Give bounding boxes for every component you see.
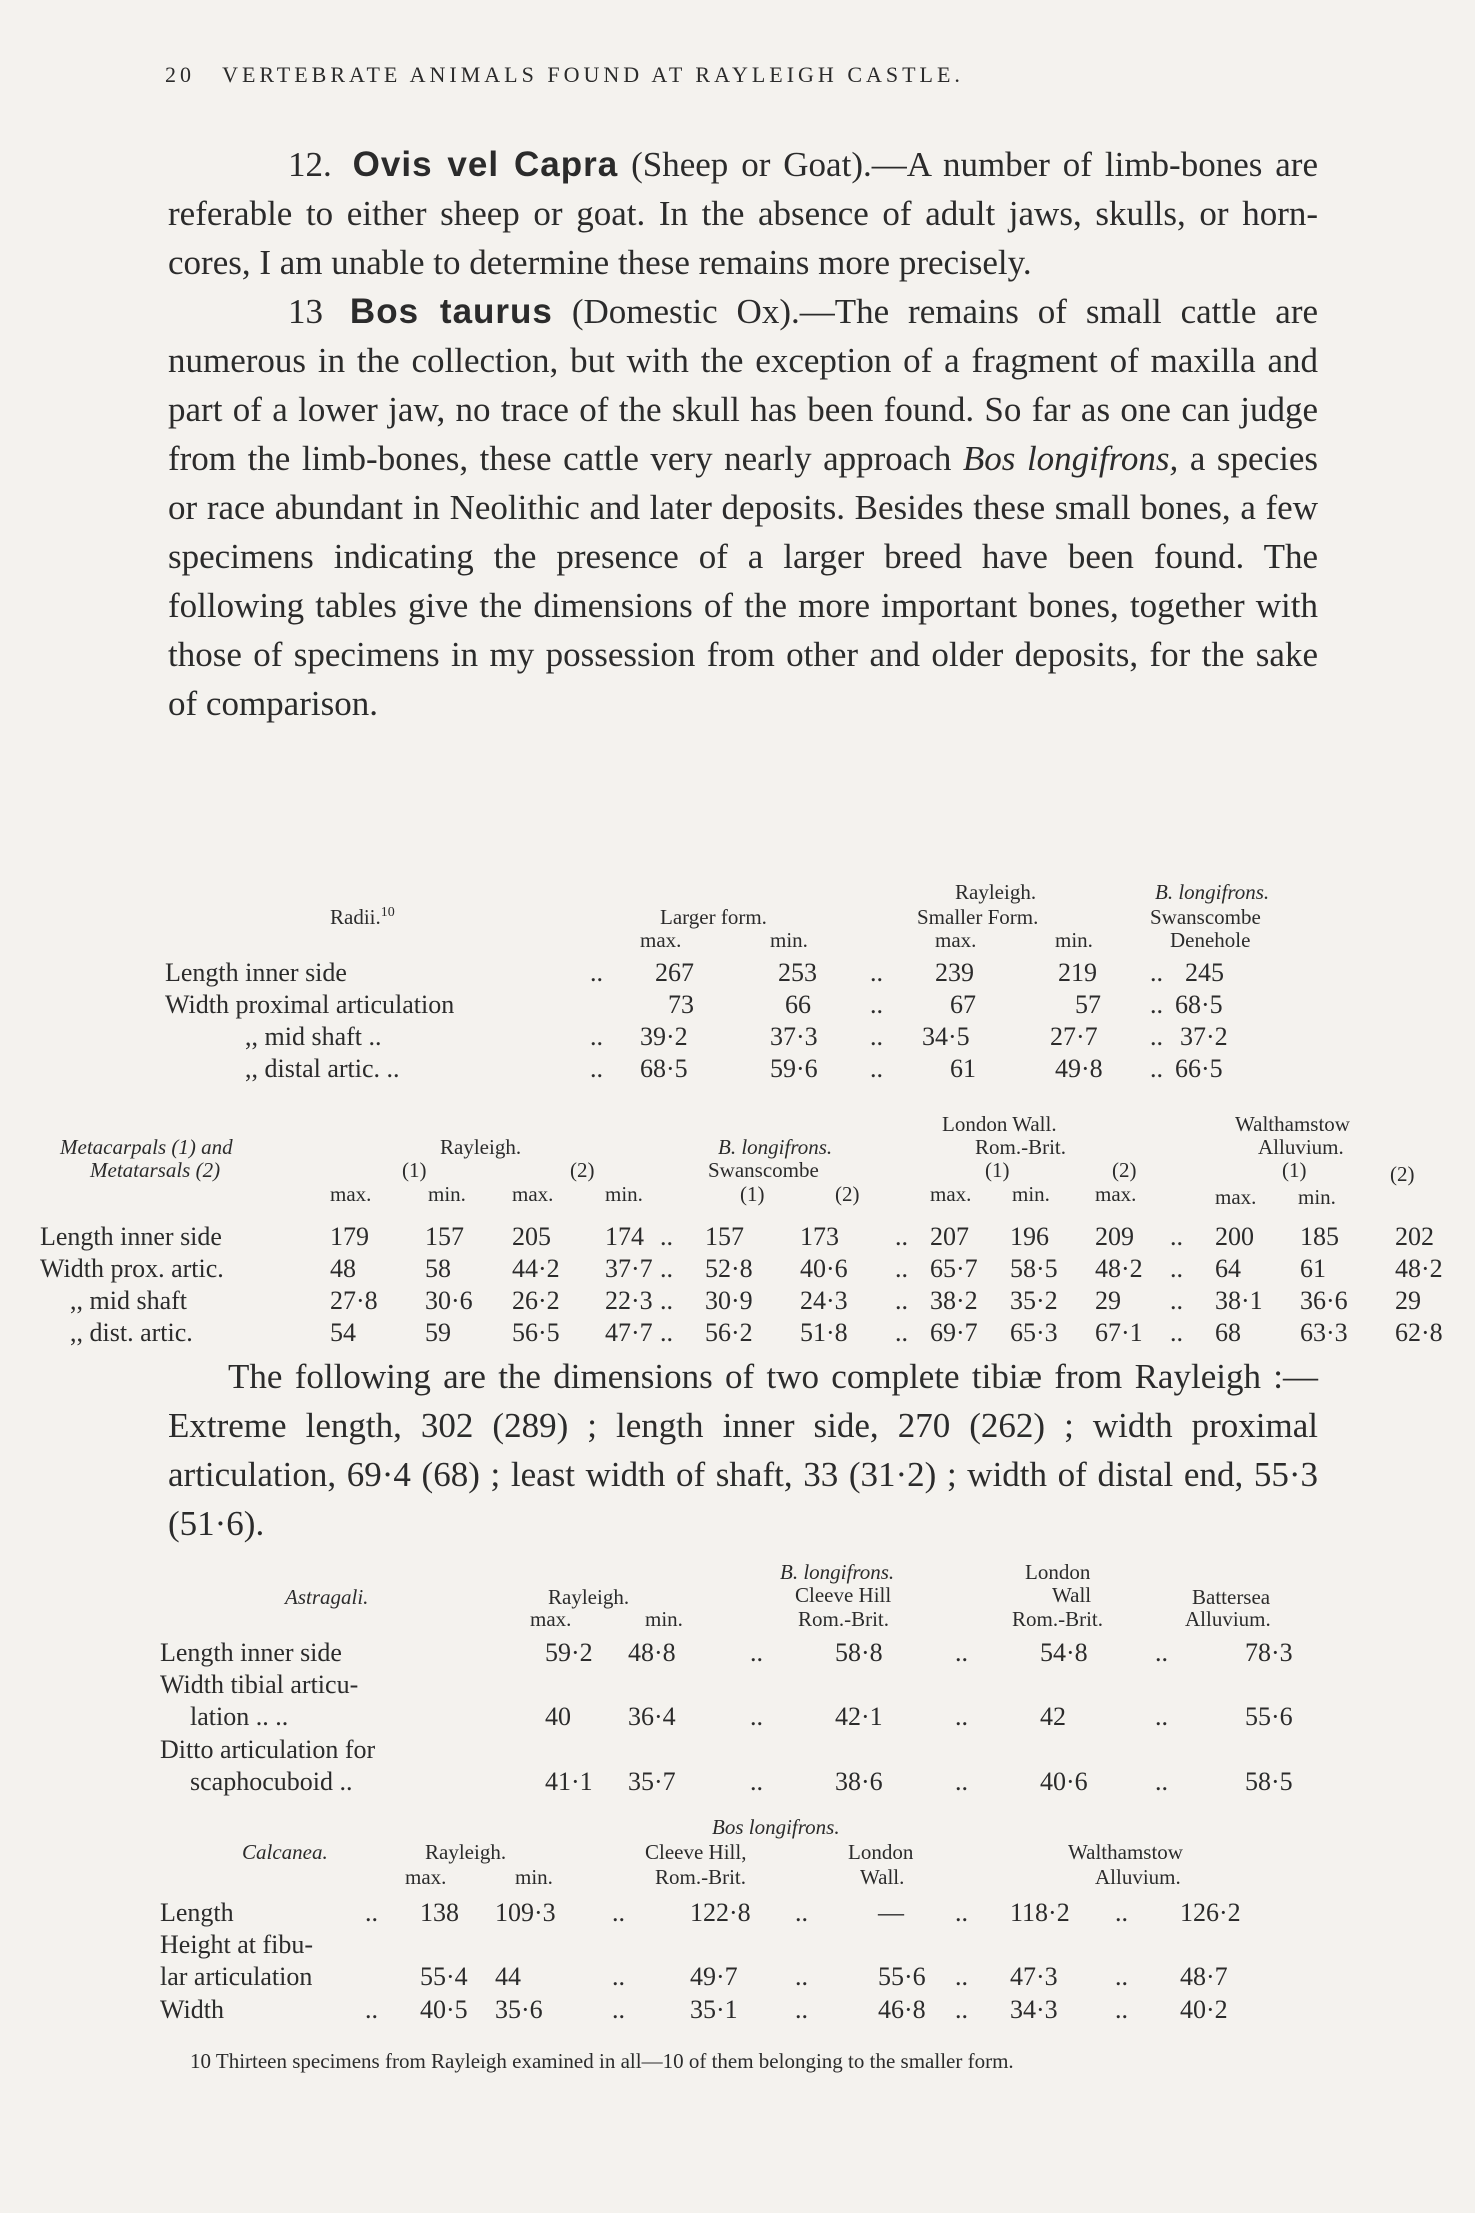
table-cell: 59: [425, 1318, 451, 1347]
table-cell: 49·7: [690, 1962, 738, 1991]
table-cell: 37·7: [605, 1254, 653, 1283]
table-cell: 174: [605, 1222, 644, 1251]
table-cell: 57: [1075, 990, 1101, 1019]
table-cell: 48·2: [1095, 1254, 1143, 1283]
table-cell: 202: [1395, 1222, 1434, 1251]
table-cell: 138: [420, 1898, 459, 1927]
table-cell: 179: [330, 1222, 369, 1251]
running-title: VERTEBRATE ANIMALS FOUND AT RAYLEIGH CASTLE.: [222, 62, 964, 87]
col-header: max.: [1095, 1182, 1137, 1206]
col-header: min.: [428, 1182, 466, 1206]
table-caption: Radii.$^{10}$: [330, 905, 395, 929]
table-cell: 34·5: [922, 1022, 970, 1051]
col-header: min.: [770, 928, 808, 952]
col-header: B. longifrons.: [718, 1135, 833, 1159]
table-cell: 157: [705, 1222, 744, 1251]
table-cell: —: [878, 1898, 904, 1927]
table-cell: 65·7: [930, 1254, 978, 1283]
col-header: min.: [1055, 928, 1093, 952]
table-cell: 40·6: [1040, 1767, 1088, 1796]
col-header: Walthamstow: [1235, 1112, 1350, 1136]
leader-dots: ..: [895, 1222, 908, 1251]
table-cell: 196: [1010, 1222, 1049, 1251]
table-cell: 35·7: [628, 1767, 676, 1796]
table-cell: 42·1: [835, 1702, 883, 1731]
running-header: [165, 62, 1315, 88]
table-cell: 66: [785, 990, 811, 1019]
table-cell: 253: [778, 958, 817, 987]
col-header: max.: [640, 928, 682, 952]
table-cell: 54·8: [1040, 1638, 1088, 1667]
row-label: Length inner side: [40, 1222, 222, 1251]
table-cell: 34·3: [1010, 1995, 1058, 2024]
leader-dots: ..: [1155, 1767, 1168, 1796]
table-cell: 48·2: [1395, 1254, 1443, 1283]
table-cell: 78·3: [1245, 1638, 1293, 1667]
table-cell: 58: [425, 1254, 451, 1283]
col-header: Rom.-Brit.: [798, 1607, 890, 1631]
table-cell: 52·8: [705, 1254, 753, 1283]
table-cell: 59·2: [545, 1638, 593, 1667]
row-label: Height at fibu-: [160, 1930, 314, 1959]
page-number: 20: [165, 62, 195, 87]
table-cell: 61: [1300, 1254, 1326, 1283]
table-cell: 48·7: [1180, 1962, 1228, 1991]
row-label: Width proximal articulation: [165, 990, 455, 1019]
leader-dots: ..: [1150, 1022, 1163, 1051]
row-label: ,, distal artic. ..: [245, 1054, 400, 1083]
table-cell: 40·6: [800, 1254, 848, 1283]
table-cell: 68·5: [1175, 990, 1223, 1019]
leader-dots: ..: [895, 1254, 908, 1283]
table-cell: 41·1: [545, 1767, 593, 1796]
footnote: [168, 2048, 1318, 2075]
col-header: Walthamstow: [1068, 1840, 1183, 1864]
table-cell: 56·2: [705, 1318, 753, 1347]
row-label: Width prox. artic.: [40, 1254, 224, 1283]
row-label: ,, mid shaft: [70, 1286, 187, 1315]
table-cell: 24·3: [800, 1286, 848, 1315]
table-caption: Metatarsals (2): [90, 1158, 221, 1182]
table-cell: 209: [1095, 1222, 1134, 1251]
table-cell: 66·5: [1175, 1054, 1223, 1083]
table-cell: 185: [1300, 1222, 1339, 1251]
col-header: Cleeve Hill: [795, 1583, 892, 1607]
col-header: min.: [605, 1182, 643, 1206]
table-cell: 55·6: [1245, 1702, 1293, 1731]
table-cell: 267: [655, 958, 694, 987]
leader-dots: ..: [795, 1898, 808, 1927]
table-cell: 68·5: [640, 1054, 688, 1083]
col-header: (2): [1112, 1158, 1137, 1182]
col-header: Wall.: [860, 1865, 905, 1889]
leader-dots: ..: [612, 1898, 625, 1927]
table-cell: 200: [1215, 1222, 1254, 1251]
table-cell: 47·3: [1010, 1962, 1058, 1991]
col-header: max.: [330, 1182, 372, 1206]
col-header: Alluvium.: [1185, 1607, 1271, 1631]
table-cell: 26·2: [512, 1286, 560, 1315]
table-cell: 245: [1185, 958, 1224, 987]
table-cell: 68: [1215, 1318, 1241, 1347]
table-cell: 27·7: [1050, 1022, 1098, 1051]
leader-dots: ..: [870, 990, 883, 1019]
table-cell: 39·2: [640, 1022, 688, 1051]
col-header: max.: [512, 1182, 554, 1206]
col-header: Alluvium.: [1095, 1865, 1181, 1889]
table-cell: 55·4: [420, 1962, 468, 1991]
leader-dots: ..: [590, 1022, 603, 1051]
col-header: (1): [402, 1158, 427, 1182]
col-header: Larger form.: [660, 905, 767, 929]
col-header: B. longifrons.: [1155, 880, 1270, 904]
table-cell: 29: [1095, 1286, 1121, 1315]
table-cell: 46·8: [878, 1995, 926, 2024]
leader-dots: ..: [1150, 958, 1163, 987]
leader-dots: ..: [895, 1286, 908, 1315]
col-header: max.: [405, 1865, 447, 1889]
leader-dots: ..: [955, 1767, 968, 1796]
paragraph-bos-taurus: [168, 287, 1318, 728]
leader-dots: ..: [1170, 1318, 1183, 1347]
leader-dots: ..: [955, 1702, 968, 1731]
table-cell: 22·3: [605, 1286, 653, 1315]
col-header: (2): [1390, 1162, 1415, 1186]
table-cell: 37·2: [1180, 1022, 1228, 1051]
table-cell: 122·8: [690, 1898, 751, 1927]
table-cell: 48·8: [628, 1638, 676, 1667]
col-header: Alluvium.: [1258, 1135, 1344, 1159]
col-header: min.: [1298, 1185, 1336, 1209]
col-header: Rayleigh.: [548, 1585, 630, 1609]
leader-dots: ..: [955, 1898, 968, 1927]
col-header: Rayleigh.: [440, 1135, 522, 1159]
leader-dots: ..: [1170, 1254, 1183, 1283]
table-cell: 157: [425, 1222, 464, 1251]
table-cell: 30·9: [705, 1286, 753, 1315]
leader-dots: ..: [795, 1995, 808, 2024]
table-cell: 35·2: [1010, 1286, 1058, 1315]
row-label: Width tibial articu-: [160, 1670, 359, 1699]
table-cell: 54: [330, 1318, 356, 1347]
col-header: min.: [515, 1865, 553, 1889]
table-cell: 118·2: [1010, 1898, 1070, 1927]
leader-dots: ..: [660, 1286, 673, 1315]
table-cell: 62·8: [1395, 1318, 1443, 1347]
leader-dots: ..: [365, 1995, 378, 2024]
col-header: Rayleigh.: [425, 1840, 507, 1864]
leader-dots: ..: [1155, 1702, 1168, 1731]
col-header: Battersea: [1192, 1585, 1271, 1609]
table-cell: 61: [950, 1054, 976, 1083]
table-cell: 40·2: [1180, 1995, 1228, 2024]
table-cell: 47·7: [605, 1318, 653, 1347]
paragraph-text: The following are the dimensions of two complete tibiæ from Rayleigh :—Extreme length, 302 (289) ; length inner side, 270 (262) ; width proximal articulation, 69·4 (68) ; least width of shaft, 33 (31·2) ; width of distal end, 55·3 (51·6).: [168, 1357, 1318, 1543]
table-cell: 59·6: [770, 1054, 818, 1083]
col-header: Swanscombe: [708, 1158, 819, 1182]
table-cell: 58·5: [1010, 1254, 1058, 1283]
table-cell: 38·1: [1215, 1286, 1263, 1315]
col-header: (1): [1282, 1158, 1307, 1182]
col-header: London Wall.: [942, 1112, 1057, 1136]
table-cell: 35·6: [495, 1995, 543, 2024]
leader-dots: ..: [1170, 1222, 1183, 1251]
table-cell: 30·6: [425, 1286, 473, 1315]
table-cell: 219: [1058, 958, 1097, 987]
row-label: Length inner side: [165, 958, 347, 987]
leader-dots: ..: [1150, 1054, 1163, 1083]
col-header: Rom.-Brit.: [975, 1135, 1067, 1159]
col-header: Rayleigh.: [955, 880, 1037, 904]
row-label: ,, mid shaft ..: [245, 1022, 382, 1051]
section-number: 12.: [288, 145, 332, 184]
col-header: max.: [930, 1182, 972, 1206]
row-label: Ditto articulation for: [160, 1735, 376, 1764]
table-cell: 44·2: [512, 1254, 560, 1283]
row-label: Width: [160, 1995, 224, 2024]
table-cell: 109·3: [495, 1898, 556, 1927]
footnote-text: Thirteen specimens from Rayleigh examined in all—10 of them belonging to the smaller form.: [215, 2049, 1014, 2073]
col-header: Bos longifrons.: [712, 1815, 840, 1839]
footnote-ref: 10: [190, 2049, 211, 2073]
leader-dots: ..: [750, 1638, 763, 1667]
table-cell: 49·8: [1055, 1054, 1103, 1083]
table-cell: 239: [935, 958, 974, 987]
col-header: Rom.-Brit.: [1012, 1607, 1104, 1631]
col-header: Rom.-Brit.: [655, 1865, 747, 1889]
table-cell: 205: [512, 1222, 551, 1251]
leader-dots: ..: [870, 1054, 883, 1083]
row-label: ,, dist. artic.: [70, 1318, 193, 1347]
row-label: scaphocuboid ..: [190, 1767, 353, 1796]
table-cell: 58·8: [835, 1638, 883, 1667]
paragraph-ovis-capra: [168, 140, 1318, 287]
leader-dots: ..: [955, 1962, 968, 1991]
table-cell: 67·1: [1095, 1318, 1143, 1347]
table-caption: Metacarpals (1) and: [60, 1135, 233, 1159]
col-header: (1): [740, 1182, 765, 1206]
leader-dots: ..: [1150, 990, 1163, 1019]
row-label: lation .. ..: [190, 1702, 289, 1731]
row-label: Length: [160, 1898, 234, 1927]
leader-dots: ..: [365, 1898, 378, 1927]
table-cell: 63·3: [1300, 1318, 1348, 1347]
section-number: 13: [288, 292, 323, 331]
table-cell: 173: [800, 1222, 839, 1251]
table-cell: 207: [930, 1222, 969, 1251]
col-header: (2): [835, 1182, 860, 1206]
table-cell: 51·8: [800, 1318, 848, 1347]
table-cell: 48: [330, 1254, 356, 1283]
col-header: London: [848, 1840, 914, 1864]
col-header: max.: [1215, 1185, 1257, 1209]
table-cell: 69·7: [930, 1318, 978, 1347]
italic-taxon: Bos longifrons,: [962, 439, 1179, 478]
table-cell: 37·3: [770, 1022, 818, 1051]
leader-dots: ..: [955, 1638, 968, 1667]
leader-dots: ..: [612, 1995, 625, 2024]
table-cell: 38·6: [835, 1767, 883, 1796]
leader-dots: ..: [612, 1962, 625, 1991]
leader-dots: ..: [660, 1318, 673, 1347]
row-label: lar articulation: [160, 1962, 313, 1991]
col-header: (1): [985, 1158, 1010, 1182]
leader-dots: ..: [590, 958, 603, 987]
col-header: Denehole: [1170, 928, 1251, 952]
leader-dots: ..: [870, 1022, 883, 1051]
leader-dots: ..: [590, 1054, 603, 1083]
col-header: (2): [570, 1158, 595, 1182]
col-header: Swanscombe: [1150, 905, 1261, 929]
table-cell: 55·6: [878, 1962, 926, 1991]
col-header: max.: [935, 928, 977, 952]
leader-dots: ..: [1115, 1995, 1128, 2024]
col-header: B. longifrons.: [780, 1560, 895, 1584]
col-header: Cleeve Hill,: [645, 1840, 747, 1864]
col-header: Wall: [1052, 1583, 1092, 1607]
table-cell: 67: [950, 990, 976, 1019]
table-cell: 36·6: [1300, 1286, 1348, 1315]
table-cell: 44: [495, 1962, 521, 1991]
table-cell: 56·5: [512, 1318, 560, 1347]
col-header: min.: [645, 1607, 683, 1631]
table-cell: 58·5: [1245, 1767, 1293, 1796]
paragraph-text: a species or race abundant in Neolithic and later deposits. Besides these small bones, a few specimens indicating the presence of a larger breed have been found. The following tables give the dimensions of the more important bones, together with those of specimens in my possession from other and older deposits, for the sake of comparison.: [168, 439, 1318, 723]
table-caption: Astragali.: [285, 1585, 369, 1609]
paragraph-text: (Domestic Ox).—The remains of small cattle are numerous in the collection, but with the exception of a fragment of maxilla and part of a lower jaw, no trace of the skull has been found. So far as one can judge from the limb-bones, these cattle very nearly approach: [168, 292, 1319, 478]
table-caption: Calcanea.: [242, 1840, 328, 1864]
paragraph-text: (Sheep or Goat).—A number of limb-bones are referable to either sheep or goat. In the absence of adult jaws, skulls, or horn-cores, I am unable to determine these remains more precisely.: [168, 145, 1318, 282]
leader-dots: ..: [795, 1962, 808, 1991]
leader-dots: ..: [660, 1254, 673, 1283]
col-header: max.: [530, 1607, 572, 1631]
table-cell: 64: [1215, 1254, 1241, 1283]
leader-dots: ..: [750, 1702, 763, 1731]
row-label: Length inner side: [160, 1638, 342, 1667]
col-header: Smaller Form.: [917, 905, 1039, 929]
table-cell: 73: [668, 990, 694, 1019]
body-text: [168, 140, 1318, 728]
leader-dots: ..: [870, 958, 883, 987]
col-header: min.: [1012, 1182, 1050, 1206]
table-cell: 42: [1040, 1702, 1066, 1731]
leader-dots: ..: [750, 1767, 763, 1796]
table-cell: 126·2: [1180, 1898, 1241, 1927]
table-cell: 36·4: [628, 1702, 676, 1731]
leader-dots: ..: [1155, 1638, 1168, 1667]
table-cell: 38·2: [930, 1286, 978, 1315]
taxon-name: Ovis vel Capra: [352, 145, 619, 184]
leader-dots: ..: [955, 1995, 968, 2024]
table-cell: 29: [1395, 1286, 1421, 1315]
taxon-name: Bos taurus: [349, 292, 553, 331]
table-cell: 40: [545, 1702, 571, 1731]
leader-dots: ..: [1115, 1898, 1128, 1927]
table-cell: 40·5: [420, 1995, 468, 2024]
leader-dots: ..: [895, 1318, 908, 1347]
leader-dots: ..: [1115, 1962, 1128, 1991]
tibiae-paragraph: [168, 1352, 1318, 1548]
table-cell: 27·8: [330, 1286, 378, 1315]
leader-dots: ..: [1170, 1286, 1183, 1315]
leader-dots: ..: [660, 1222, 673, 1251]
table-cell: 35·1: [690, 1995, 738, 2024]
col-header: London: [1025, 1560, 1091, 1584]
table-cell: 65·3: [1010, 1318, 1058, 1347]
